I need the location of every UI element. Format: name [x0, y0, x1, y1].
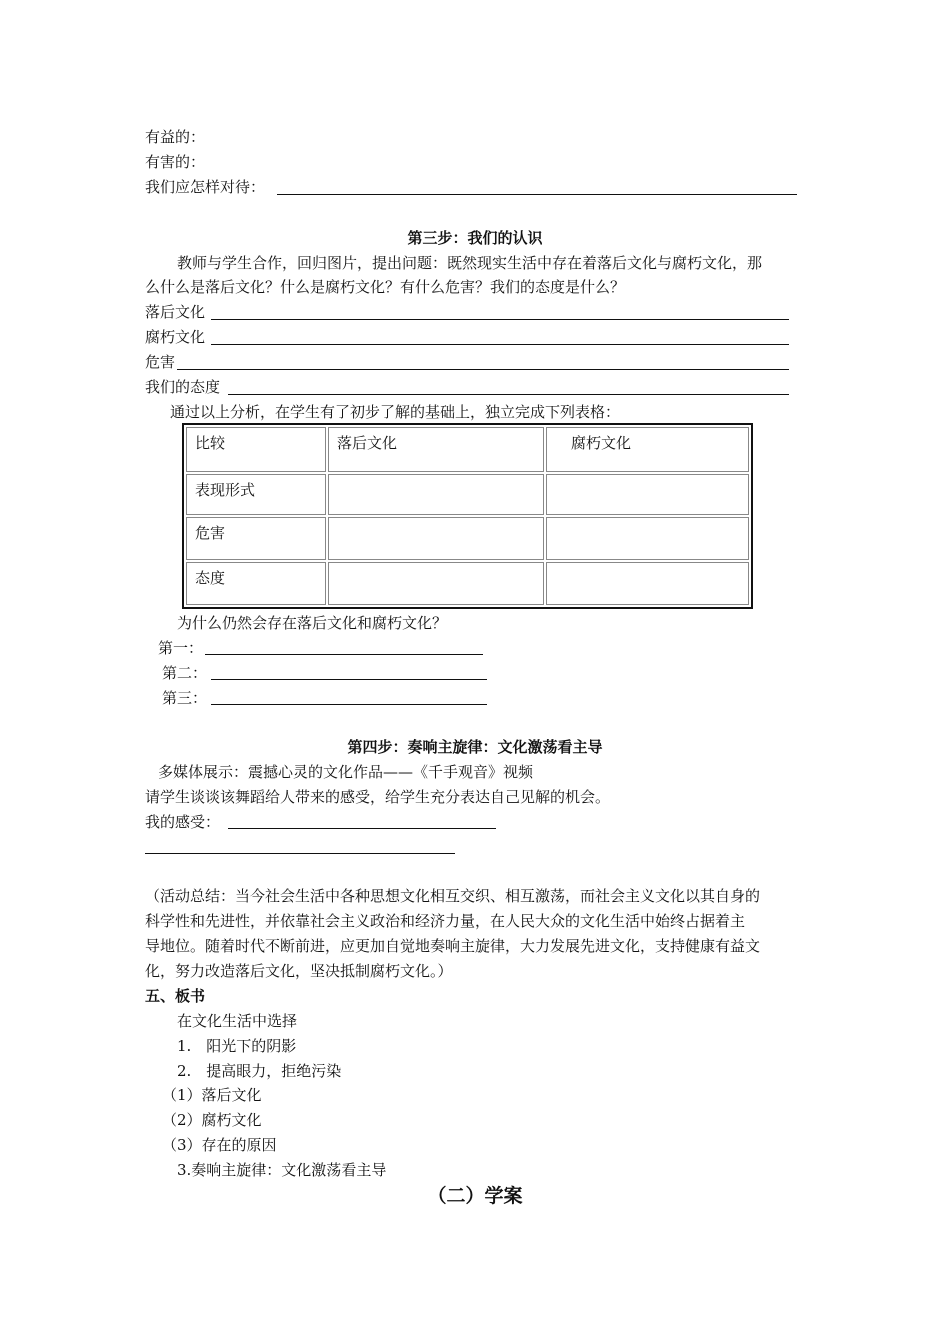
board-heading: 五、板书	[145, 987, 206, 1005]
summary-line1: （活动总结：当今社会生活中各种思想文化相互交织、相互激荡，而社会主义文化以其自身的	[145, 887, 761, 905]
table-header-backward: 落后文化	[328, 427, 544, 472]
beneficial-label: 有益的：	[145, 128, 206, 146]
attitude-blank[interactable]	[228, 394, 789, 395]
backward-culture-blank[interactable]	[211, 319, 789, 320]
first-label: 第一：	[158, 639, 204, 657]
how-to-treat-label: 我们应怎样对待：	[145, 178, 266, 196]
table-header-compare: 比较	[186, 427, 326, 472]
table-cell[interactable]	[546, 474, 749, 515]
board-title: 在文化生活中选择	[177, 1012, 298, 1030]
board-item-2: 2. 提高眼力，拒绝污染	[177, 1062, 342, 1080]
table-header-decadent: 腐朽文化	[546, 427, 749, 472]
table-cell[interactable]	[546, 562, 749, 605]
table-cell[interactable]	[328, 474, 544, 515]
table-cell[interactable]	[328, 562, 544, 605]
feeling-blank[interactable]	[228, 828, 496, 829]
harm-blank[interactable]	[177, 369, 789, 370]
how-to-treat-blank[interactable]	[277, 194, 797, 195]
comparison-table	[182, 423, 753, 609]
second-blank[interactable]	[211, 679, 487, 680]
step4-heading: 第四步：奏响主旋律：文化激荡看主导	[347, 738, 603, 756]
decadent-culture-label: 腐朽文化	[145, 328, 206, 346]
table-cell[interactable]	[328, 517, 544, 560]
board-sub-2: （2）腐朽文化	[162, 1111, 262, 1129]
table-row-label-harm: 危害	[186, 517, 326, 560]
feeling-blank-2[interactable]	[145, 853, 455, 854]
prompt-line: 请学生谈谈该舞蹈给人带来的感受，给学生充分表达自己见解的机会。	[145, 788, 611, 806]
why-question: 为什么仍然会存在落后文化和腐朽文化？	[177, 614, 448, 632]
table-row-label-attitude: 态度	[186, 562, 326, 605]
harm-label: 危害	[145, 353, 176, 371]
backward-culture-label: 落后文化	[145, 303, 206, 321]
second-label: 第二：	[162, 664, 208, 682]
board-item-3: 3.奏响主旋律：文化激荡看主导	[177, 1161, 387, 1179]
third-blank[interactable]	[211, 704, 487, 705]
summary-line3: 导地位。随着时代不断前进，应更加自觉地奏响主旋律，大力发展先进文化，支持健康有益文	[145, 937, 761, 955]
board-sub-1: （1）落后文化	[162, 1086, 262, 1104]
decadent-culture-blank[interactable]	[211, 344, 789, 345]
step3-heading: 第三步：我们的认识	[407, 229, 543, 247]
board-item-1: 1. 阳光下的阴影	[177, 1037, 297, 1055]
table-cell[interactable]	[546, 517, 749, 560]
feeling-label: 我的感受：	[145, 813, 221, 831]
step3-paragraph-line1: 教师与学生合作，回归图片，提出问题：既然现实生活中存在着落后文化与腐朽文化，那	[177, 254, 763, 272]
first-blank[interactable]	[205, 654, 483, 655]
third-label: 第三：	[162, 689, 208, 707]
section2-title: （二）学案	[427, 1185, 523, 1207]
table-intro: 通过以上分析，在学生有了初步了解的基础上，独立完成下列表格：	[170, 403, 621, 421]
step3-paragraph-line2: 么什么是落后文化？什么是腐朽文化？有什么危害？我们的态度是什么？	[145, 278, 626, 296]
summary-line2: 科学性和先进性，并依靠社会主义政治和经济力量，在人民大众的文化生活中始终占据着主	[145, 912, 746, 930]
board-sub-3: （3）存在的原因	[162, 1136, 277, 1154]
harmful-label: 有害的：	[145, 153, 206, 171]
media-line: 多媒体展示：震撼心灵的文化作品——《千手观音》视频	[158, 763, 534, 781]
attitude-label: 我们的态度	[145, 378, 221, 396]
summary-line4: 化，努力改造落后文化，坚决抵制腐朽文化。）	[145, 962, 453, 980]
table-row-label-form: 表现形式	[186, 474, 326, 515]
